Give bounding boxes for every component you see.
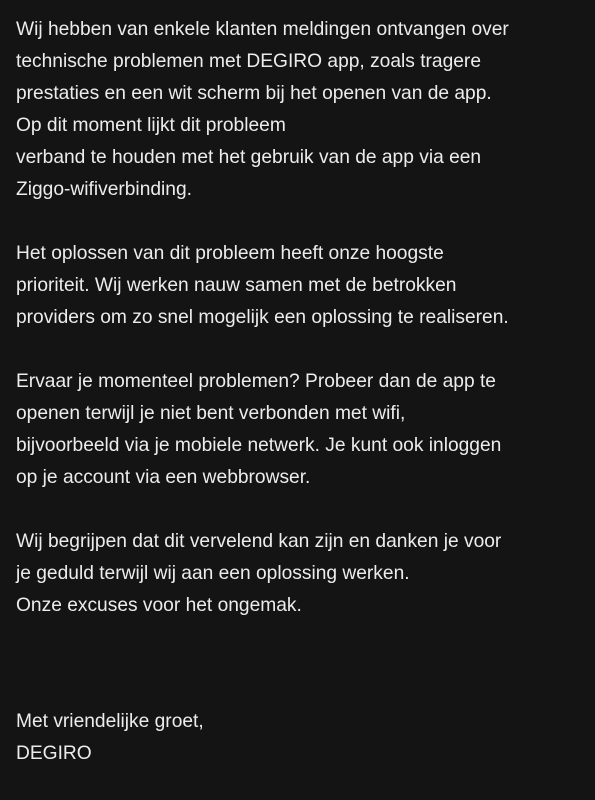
signoff-greeting: Met vriendelijke groet, — [16, 711, 204, 732]
message-line: openen terwijl je niet bent verbonden met wifi, — [16, 403, 406, 424]
message-line: technische problemen met DEGIRO app, zoals tragere — [16, 51, 481, 72]
message-line: op je account via een webbrowser. — [16, 467, 311, 488]
message-line: Ervaar je momenteel problemen? Probeer dan de app te — [16, 371, 496, 392]
message-line: Wij begrijpen dat dit vervelend kan zijn en danken je voor — [16, 531, 502, 552]
signoff-sender: DEGIRO — [16, 743, 92, 764]
message-paragraph-3 — [16, 366, 581, 494]
message-paragraph-4 — [16, 526, 581, 622]
message-line: providers om zo snel mogelijk een oplossing te realiseren. — [16, 307, 509, 328]
message-line: prioriteit. Wij werken nauw samen met de betrokken — [16, 275, 457, 296]
message-signoff — [16, 706, 581, 770]
message-line: Wij hebben van enkele klanten meldingen ontvangen over — [16, 19, 509, 40]
message-line: Het oplossen van dit probleem heeft onze hoogste — [16, 243, 444, 264]
message-paragraph-2 — [16, 238, 581, 334]
message-line: bijvoorbeeld via je mobiele netwerk. Je kunt ook inloggen — [16, 435, 502, 456]
message-line: je geduld terwijl wij aan een oplossing werken. — [16, 563, 410, 584]
message-line: verband te houden met het gebruik van de app via een — [16, 147, 482, 168]
message-line: Op dit moment lijkt dit probleem — [16, 115, 286, 136]
message-line: Onze excuses voor het ongemak. — [16, 595, 302, 616]
message-paragraph-1 — [16, 14, 581, 206]
message-line: prestaties en een wit scherm bij het openen van de app. — [16, 83, 492, 104]
message-line: Ziggo-wifiverbinding. — [16, 179, 192, 200]
